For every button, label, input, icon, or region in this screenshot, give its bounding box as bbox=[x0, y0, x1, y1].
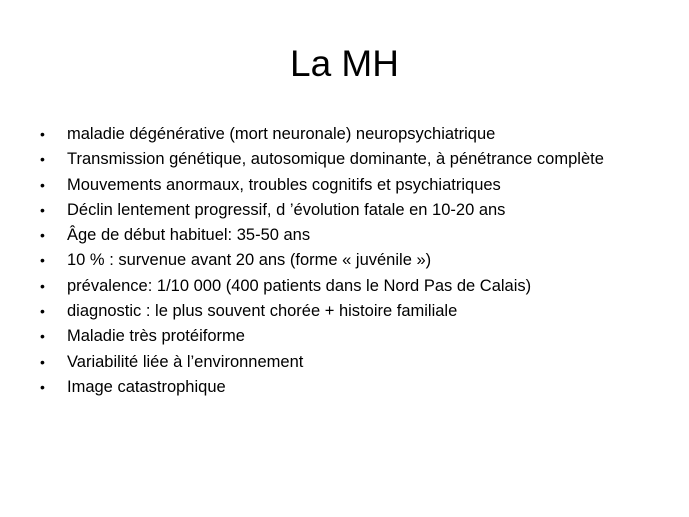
bullet-text: 10 % : survenue avant 20 ans (forme « juvénile ») bbox=[67, 251, 432, 270]
bullet-icon: • bbox=[40, 252, 45, 269]
bullet-icon: • bbox=[40, 176, 45, 193]
bullet-text: Déclin lentement progressif, d ’évolution fatale en 10-20 ans bbox=[67, 200, 506, 219]
list-item bbox=[40, 122, 680, 147]
list-item bbox=[40, 223, 680, 248]
bullet-icon: • bbox=[40, 126, 45, 142]
bullet-text: Mouvements anormaux, troubles cognitifs et psychiatriques bbox=[67, 175, 501, 194]
list-item bbox=[40, 198, 680, 223]
list-item bbox=[40, 147, 680, 172]
bullet-icon: • bbox=[40, 201, 45, 218]
bullet-icon: • bbox=[40, 328, 45, 345]
list-item bbox=[40, 173, 680, 198]
list-item bbox=[40, 274, 680, 299]
bullet-icon: • bbox=[40, 378, 45, 395]
bullet-text: Variabilité liée à l’environnement bbox=[67, 352, 304, 371]
list-item bbox=[40, 248, 680, 273]
bullet-icon: • bbox=[40, 227, 45, 244]
bullet-icon: • bbox=[40, 353, 45, 370]
bullet-icon: • bbox=[40, 151, 45, 168]
bullet-text: Maladie très protéiforme bbox=[67, 327, 245, 346]
bullet-text: Âge de début habituel: 35-50 ans bbox=[67, 226, 311, 245]
bullet-icon: • bbox=[40, 277, 45, 294]
bullet-text: prévalence: 1/10 000 (400 patients dans le Nord Pas de Calais) bbox=[67, 276, 532, 295]
list-item bbox=[40, 299, 680, 324]
bullet-text: diagnostic : le plus souvent chorée + histoire familiale bbox=[67, 302, 458, 321]
list-item bbox=[40, 375, 680, 400]
bullet-text: maladie dégénérative (mort neuronale) neuropsychiatrique bbox=[67, 125, 496, 143]
bullet-text: Image catastrophique bbox=[67, 377, 226, 396]
bullet-list bbox=[40, 122, 680, 400]
bullet-text: Transmission génétique, autosomique dominante, à pénétrance complète bbox=[67, 150, 604, 169]
slide-title: La MH bbox=[290, 43, 399, 84]
bullet-icon: • bbox=[40, 303, 45, 320]
list-item bbox=[40, 350, 680, 375]
list-item bbox=[40, 324, 680, 349]
